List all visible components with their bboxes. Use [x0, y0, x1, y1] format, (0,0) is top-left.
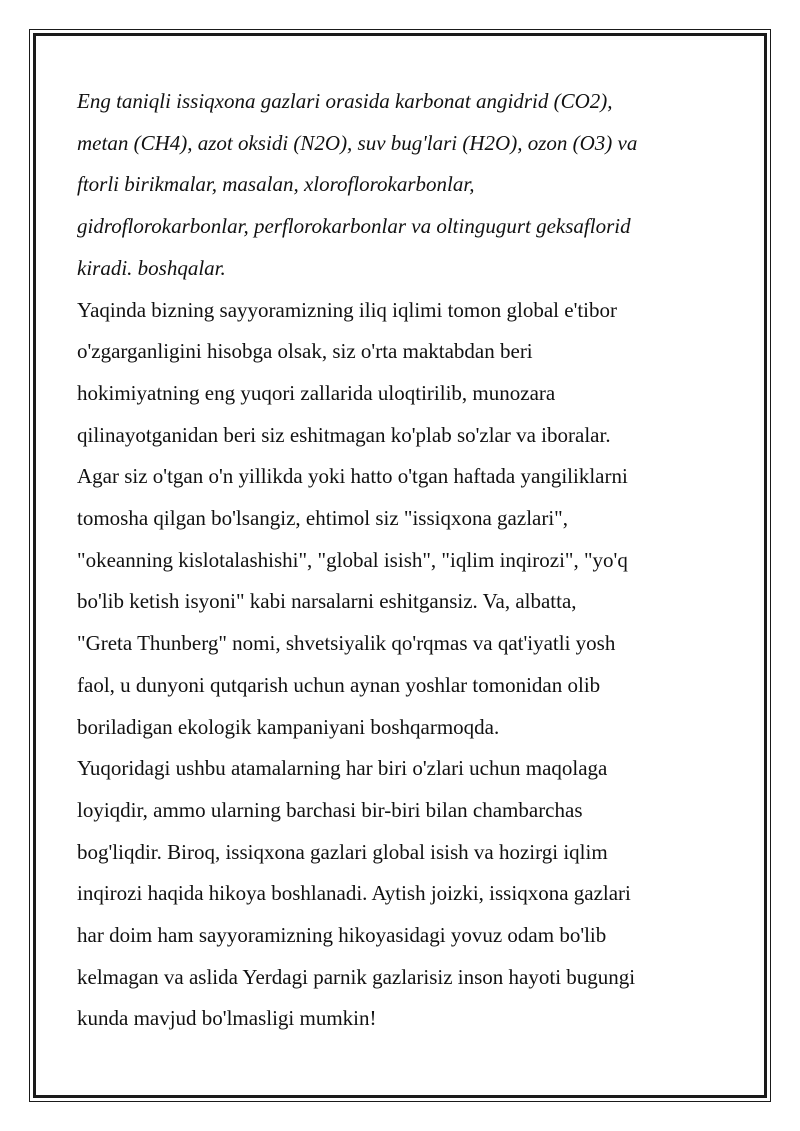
- text-line: inqirozi haqida hikoya boshlanadi. Aytish joizki, issiqxona gazlari: [77, 881, 631, 906]
- paragraph-1-italic: [77, 81, 732, 290]
- text-line: Agar siz o'tgan o'n yillikda yoki hatto o'tgan haftada yangiliklarni: [77, 464, 628, 489]
- text-line: gidroflorokarbonlar, perflorokarbonlar va oltingugurt geksaflorid: [77, 214, 631, 239]
- text-line: kelmagan va aslida Yerdagi parnik gazlarisiz inson hayoti bugungi: [77, 964, 636, 989]
- text-line: Eng taniqli issiqxona gazlari orasida karbonat angidrid (CO2),: [77, 89, 613, 113]
- text-line: bo'lib ketish isyoni" kabi narsalarni eshitgansiz. Va, albatta,: [77, 589, 577, 614]
- text-line: tomosha qilgan bo'lsangiz, ehtimol siz "issiqxona gazlari",: [77, 506, 569, 531]
- text-line: har doim ham sayyoramizning hikoyasidagi yovuz odam bo'lib: [77, 923, 607, 948]
- text-line: "Greta Thunberg" nomi, shvetsiyalik qo'rqmas va qat'iyatli yosh: [77, 631, 616, 656]
- text-line: Yaqinda bizning sayyoramizning iliq iqlimi tomon global e'tibor: [77, 297, 618, 322]
- page-border-frame: [33, 33, 767, 1098]
- paragraph-2: [77, 290, 732, 749]
- text-line: metan (CH4), azot oksidi (N2O), suv bug'lari (H2O), ozon (O3) va: [77, 130, 638, 155]
- text-line: hokimiyatning eng yuqori zallarida uloqtirilib, munozara: [77, 380, 556, 405]
- text-line: Yuqoridagi ushbu atamalarning har biri o'zlari uchun maqolaga: [77, 756, 608, 781]
- text-line: boriladigan ekologik kampaniyani boshqarmoqda.: [77, 714, 500, 739]
- text-line: kiradi. boshqalar.: [77, 255, 226, 280]
- text-line: kunda mavjud bo'lmasligi mumkin!: [77, 1006, 377, 1031]
- text-line: faol, u dunyoni qutqarish uchun aynan yoshlar tomonidan olib: [77, 672, 601, 697]
- document-body: [77, 81, 732, 1040]
- paragraph-3: [77, 748, 732, 1040]
- text-line: "okeanning kislotalashishi", "global isish", "iqlim inqirozi", "yo'q: [77, 547, 628, 572]
- text-line: o'zgarganligini hisobga olsak, siz o'rta maktabdan beri: [77, 339, 533, 364]
- text-line: loyiqdir, ammo ularning barchasi bir-biri bilan chambarchas: [77, 797, 583, 822]
- text-line: qilinayotganidan beri siz eshitmagan ko'plab so'zlar va iboralar.: [77, 422, 611, 447]
- text-line: ftorli birikmalar, masalan, xloroflorokarbonlar,: [77, 172, 475, 197]
- text-line: bog'liqdir. Biroq, issiqxona gazlari global isish va hozirgi iqlim: [77, 839, 608, 864]
